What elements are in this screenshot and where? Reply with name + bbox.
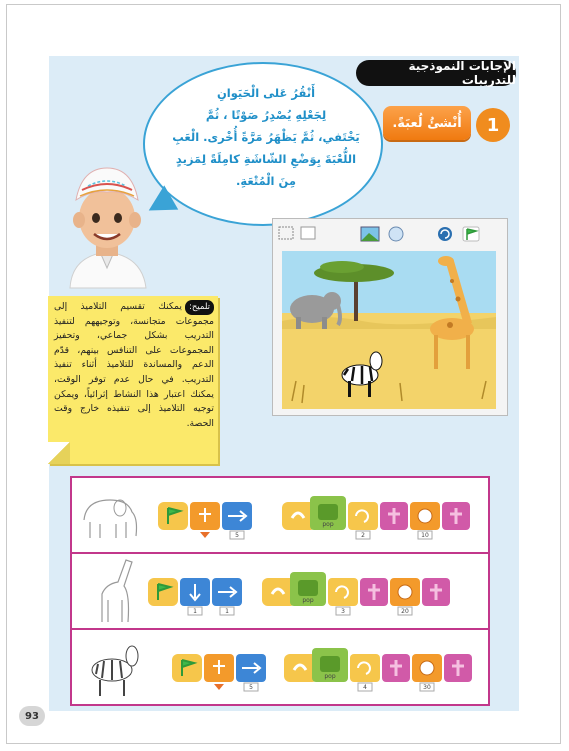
small-stage-icon[interactable] (301, 227, 315, 239)
background-icon[interactable] (361, 227, 379, 241)
trigger-script[interactable] (148, 578, 242, 615)
program-row-graphic (72, 478, 488, 552)
action-script[interactable] (282, 496, 470, 539)
zebra-outline-icon (92, 646, 138, 696)
tip-note-fold (48, 442, 70, 464)
program-row-elephant (70, 476, 490, 554)
program-row-zebra (70, 628, 490, 706)
green-flag-icon[interactable] (463, 227, 479, 241)
block-value: 1 (193, 608, 197, 615)
boy-illustration (52, 160, 162, 290)
task-title: أُنْشئُ لُعبَةً. (392, 115, 462, 131)
action-script[interactable] (284, 648, 472, 691)
page-number: 93 (25, 710, 39, 722)
block-value: 30 (423, 684, 431, 691)
sound-label: pop (324, 673, 336, 680)
block-value: 3 (341, 608, 345, 615)
block-value: 4 (363, 684, 367, 691)
section-title-badge (356, 60, 516, 86)
bubble-line: يَخْتَفي، ثُمَّ يَظْهَرُ مَرَّةً أُخْرى. الْعَبِ (172, 130, 360, 144)
tip-text-block (54, 300, 214, 431)
app-screenshot (272, 218, 508, 416)
sound-label: pop (302, 597, 314, 604)
block-value: 10 (421, 532, 429, 539)
block-value: 1 (225, 608, 229, 615)
section-title: الإجابات النموذجية للتدريبات (408, 59, 516, 87)
bubble-line: لِجَعْلِهِ يُصْدِرُ صَوْتًا ، ثُمَّ (205, 108, 327, 122)
task-number: 1 (486, 114, 500, 136)
bubble-line: مِنَ الْمُتْعَةِ. (236, 174, 296, 188)
block-value: 20 (401, 608, 409, 615)
task-number-badge (476, 108, 510, 142)
tip-body: يمكنك تقسيم التلاميذ إلى مجموعات متجانسة، وتوجيههم لتنفيذ التدريب بشكل جماعي، وتحفيز المجموعات على التنافس بينهم، قدّم الدعم والمساندة للتلاميذ أثناء تنفيذ التدريب. في حال عدم توفر الوقت، يمكنك اعتبار هذا النشاط إثرائياً، ويمكن توجيه التلاميذ إلى تنفيذه خارج وقت الحصة. (54, 301, 214, 429)
trigger-script[interactable] (158, 502, 252, 539)
block-value: 5 (249, 684, 253, 691)
app-toolbar (273, 219, 507, 247)
block-value: 2 (361, 532, 365, 539)
page-number-badge (19, 706, 45, 726)
tip-label: تلميح: (185, 300, 214, 315)
speech-bubble-text (168, 82, 364, 192)
program-row-graphic (72, 630, 488, 704)
block-value: 5 (235, 532, 239, 539)
elephant-outline-icon (84, 500, 137, 538)
action-script[interactable] (262, 572, 450, 615)
program-row-graphic (72, 554, 488, 628)
program-row-giraffe (70, 552, 490, 630)
trigger-script[interactable] (172, 654, 266, 691)
bubble-line: اللُّعْبَةَ بِوَضْعِ الشّاشَةِ كامِلَةً لِمَزيدٍ (175, 152, 357, 166)
reset-icon[interactable] (438, 227, 452, 241)
settings-icon[interactable] (389, 227, 403, 241)
presentation-mode-icon[interactable] (279, 227, 293, 239)
giraffe-outline-icon (102, 560, 132, 622)
sound-label: pop (322, 521, 334, 528)
app-stage (282, 251, 496, 409)
task-title-badge (383, 106, 471, 140)
bubble-line: أَنْقُرُ عَلى الْحَيَوانِ (216, 86, 316, 100)
